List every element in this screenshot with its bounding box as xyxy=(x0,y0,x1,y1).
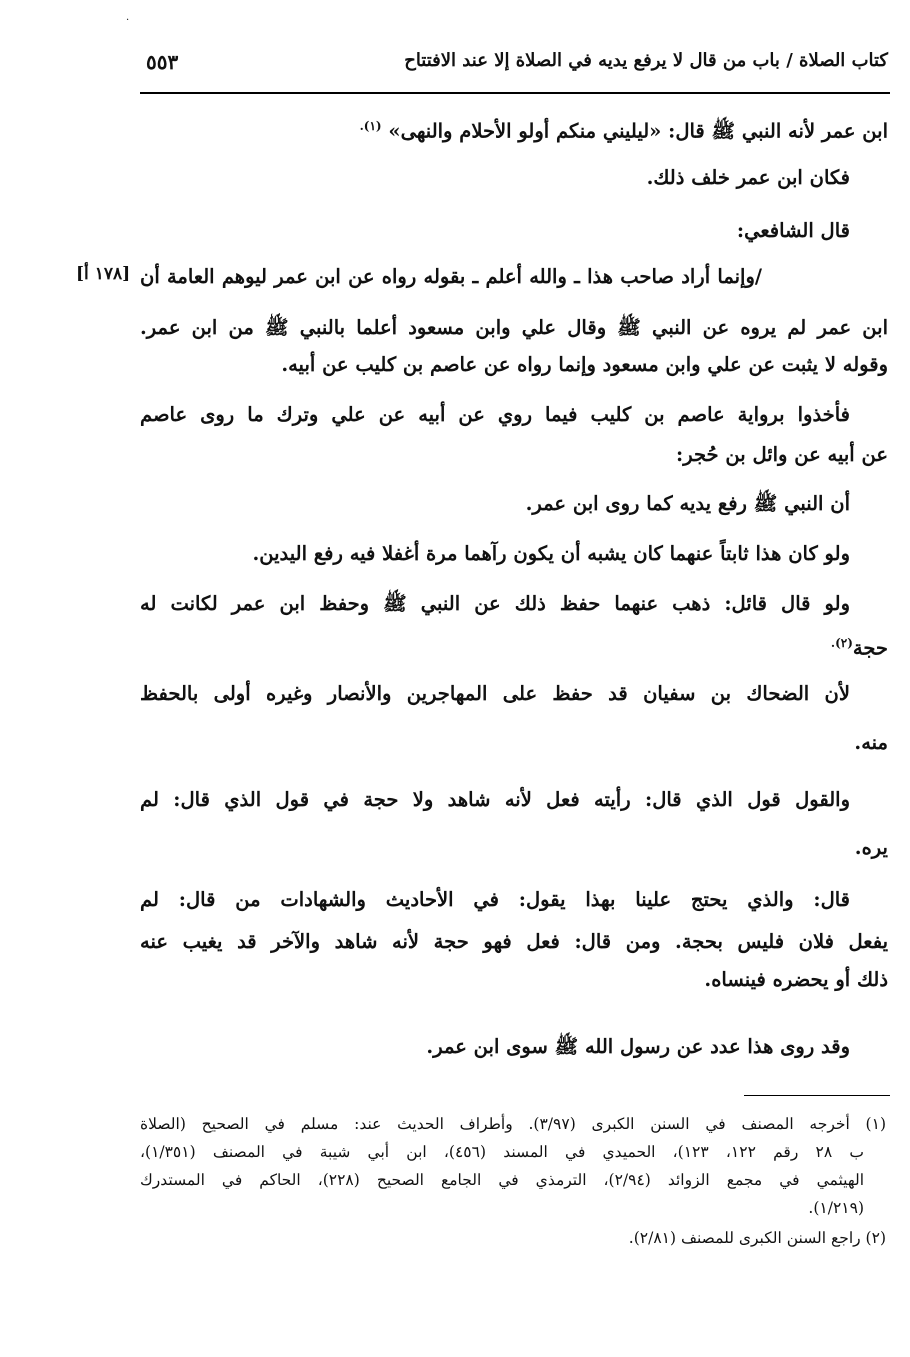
body-line-2: فكان ابن عمر خلف ذلك. xyxy=(646,166,850,189)
body-line-9: أن النبي ﷺ رفع يديه كما روى ابن عمر. xyxy=(525,492,850,515)
body-line-16: يره. xyxy=(854,836,888,859)
running-header-title: كتاب الصلاة / باب من قال لا يرفع يديه في الصلاة إلا عند الافتتاح xyxy=(404,50,888,71)
body-line-3: قال الشافعي: xyxy=(736,219,850,242)
body-line-10: ولو كان هذا ثابتاً عنهما كان يشبه أن يكون رآهما مرة أغفلا فيه رفع اليدين. xyxy=(252,542,850,565)
body-line-11: ولو قال قائل: ذهب عنهما حفظ ذلك عن النبي ﷺ وحفظ ابن عمر لكانت له xyxy=(140,592,850,615)
footnote-1-line-3: الهيثمي في مجمع الزوائد (٢/٩٤)، الترمذي في الجامع الصحيح (٢٢٨)، الحاكم في المستدرك xyxy=(140,1171,864,1189)
margin-manuscript-note: [١٧٨ أ] xyxy=(76,264,131,284)
footnote-ref-2[interactable]: (٢). xyxy=(830,636,853,650)
header-rule xyxy=(140,92,890,94)
footnote-1-line-1: (١) أخرجه المصنف في السنن الكبرى (٣/٩٧). وأطراف الحديث عند: مسلم في الصحيح (الصلاة xyxy=(140,1115,886,1133)
body-line-4: /وإنما أراد صاحب هذا ـ والله أعلم ـ بقوله رواه عن ابن عمر ليوهم العامة أن xyxy=(140,265,762,288)
body-line-8: عن أبيه عن وائل بن حُجر: xyxy=(676,443,888,466)
body-line-12 xyxy=(831,629,888,663)
line-12-text: حجة xyxy=(852,636,888,660)
top-mark: . xyxy=(126,12,130,23)
footnote-1-line-2: ب ٢٨ رقم ١٢٢، ١٢٣)، الحميدي في المسند (٤٥٦)، ابن أبي شيبة في المصنف (١/٣٥١)، xyxy=(140,1143,864,1161)
body-line-18: يفعل فلان فليس بحجة. ومن قال: فعل فهو حجة لأنه شاهد والآخر قد يغيب عنه xyxy=(140,930,888,953)
body-line-1 xyxy=(360,112,888,146)
footnote-ref-1[interactable]: (١). xyxy=(359,119,382,133)
body-line-5: ابن عمر لم يروه عن النبي ﷺ وقال علي وابن مسعود أعلما بالنبي ﷺ من ابن عمر. xyxy=(140,316,888,339)
body-line-15: والقول قول الذي قال: رأيته فعل لأنه شاهد ولا حجة في قول الذي قال: لم xyxy=(140,788,850,811)
page-number: ٥٥٣ xyxy=(146,50,179,74)
body-line-20: وقد روى هذا عدد عن رسول الله ﷺ سوى ابن عمر. xyxy=(426,1035,850,1058)
footnote-separator xyxy=(744,1095,890,1096)
body-line-7: فأخذوا برواية عاصم بن كليب فيما روي عن أبيه عن علي وترك ما روى عاصم xyxy=(140,403,850,426)
body-line-19: ذلك أو يحضره فينساه. xyxy=(704,968,888,991)
footnote-1-line-4: (١/٢١٩). xyxy=(808,1199,864,1217)
body-line-17: قال: والذي يحتج علينا بهذا يقول: في الأحاديث والشهادات من قال: لم xyxy=(140,888,850,911)
body-line-14: منه. xyxy=(854,731,888,754)
line-1-text: ابن عمر لأنه النبي ﷺ قال: «ليليني منكم أولو الأحلام والنهى» xyxy=(388,119,888,143)
body-line-6: وقوله لا يثبت عن علي وابن مسعود وإنما رواه عن عاصم بن كليب عن أبيه. xyxy=(281,353,888,376)
footnote-2-line-1: (٢) راجع السنن الكبرى للمصنف (٢/٨١). xyxy=(628,1229,886,1247)
body-line-13: لأن الضحاك بن سفيان قد حفظ على المهاجرين والأنصار وغيره أولى بالحفظ xyxy=(140,682,850,705)
